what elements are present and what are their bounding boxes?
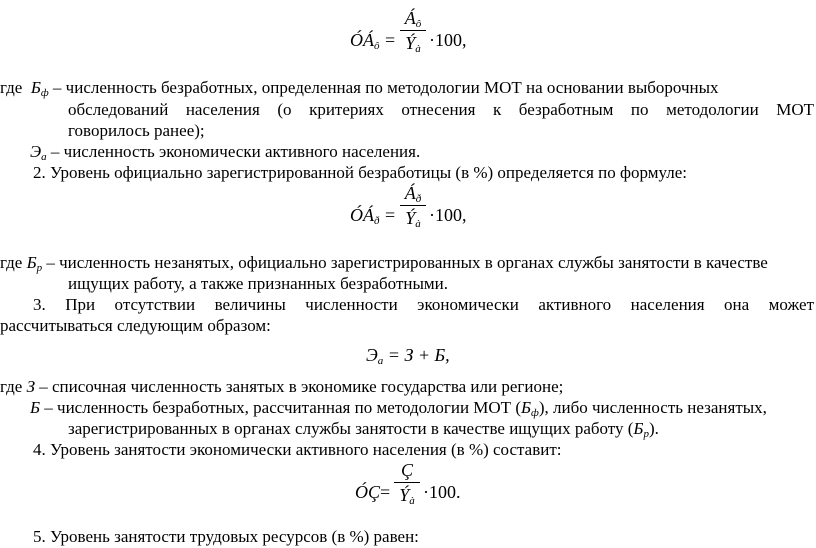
formula-4-fraction: [394, 459, 420, 506]
formula-2-multiplier: ·100,: [429, 205, 467, 225]
para-employed-definition: где З – списочная численность занятых в экономике государства или регионе;: [0, 377, 564, 396]
formula-1-numerator: $Á_ô$: [404, 8, 422, 30]
formula-1-lhs: $ÓÁ_ô$: [350, 30, 380, 52]
formula-2-denominator: $Ý_à$: [405, 208, 421, 230]
formula-3: $Э_а = З + Б$,: [366, 345, 450, 367]
formula-4-lhs: ÓÇ: [355, 482, 381, 502]
formula-2-numerator: $Á_ð$: [404, 183, 422, 205]
para-unemployed-definition-cont2: говорилось ранее);: [68, 121, 205, 140]
para-registered-unemployment-heading: 2. Уровень официально зарегистрированной безработицы (в %) определяется по формуле:: [33, 163, 688, 182]
para-unemployed-definition-cont1: обследований населения (о критериях отнесения к безработным по методологии МОТ: [68, 100, 814, 119]
formula-1-denominator: $Ý_à$: [405, 33, 421, 55]
formula-1-multiplier: ·100,: [429, 30, 467, 50]
para-alternative-calc-line2: рассчитываться следующим образом:: [0, 316, 271, 335]
para-unemployed-alt-definition: Б – численность безработных, рассчитанная по методологии МОТ $(Б_ф)$, либо численность незанятых,: [30, 398, 767, 419]
para-registered-definition: где $Б_р$ – численность незанятых, официально зарегистрированных в органах службы занятости в качестве: [0, 253, 768, 274]
formula-2-fraction: [400, 182, 426, 229]
para-active-population: $Э_а$ – численность экономически активного населения.: [30, 142, 421, 163]
var-b-f: $Б_ф$: [30, 78, 49, 99]
para-registered-definition-cont1: ищущих работу, а также признанных безработными.: [68, 274, 448, 293]
formula-4-denominator: $Ý_à$: [399, 485, 415, 507]
para-employment-level-heading: 4. Уровень занятости экономически активного населения (в %) составит:: [33, 440, 562, 459]
formula-1-fraction: [400, 7, 426, 54]
para-unemployed-definition: где $Б_ф$ – численность безработных, определенная по методологии МОТ на основании выборочных: [0, 78, 719, 99]
formula-4-eq: =: [380, 482, 391, 502]
formula-2-lhs: $ÓÁ_ð$: [350, 205, 380, 227]
para-labor-resources-heading: 5. Уровень занятости трудовых ресурсов (в %) равен:: [33, 527, 419, 546]
para-unemployed-alt-definition-cont1: зарегистрированных в органах службы занятости в качестве ищущих работу $(Б_р)$.: [68, 419, 659, 440]
formula-4-numerator: Ç: [400, 460, 413, 480]
para-alternative-calc-line1: 3. При отсутствии величины численности экономически активного населения она может: [33, 295, 814, 314]
formula-1-eq: =: [385, 30, 396, 50]
formula-2-eq: =: [385, 205, 396, 225]
formula-4-multiplier: ·100.: [423, 482, 461, 502]
